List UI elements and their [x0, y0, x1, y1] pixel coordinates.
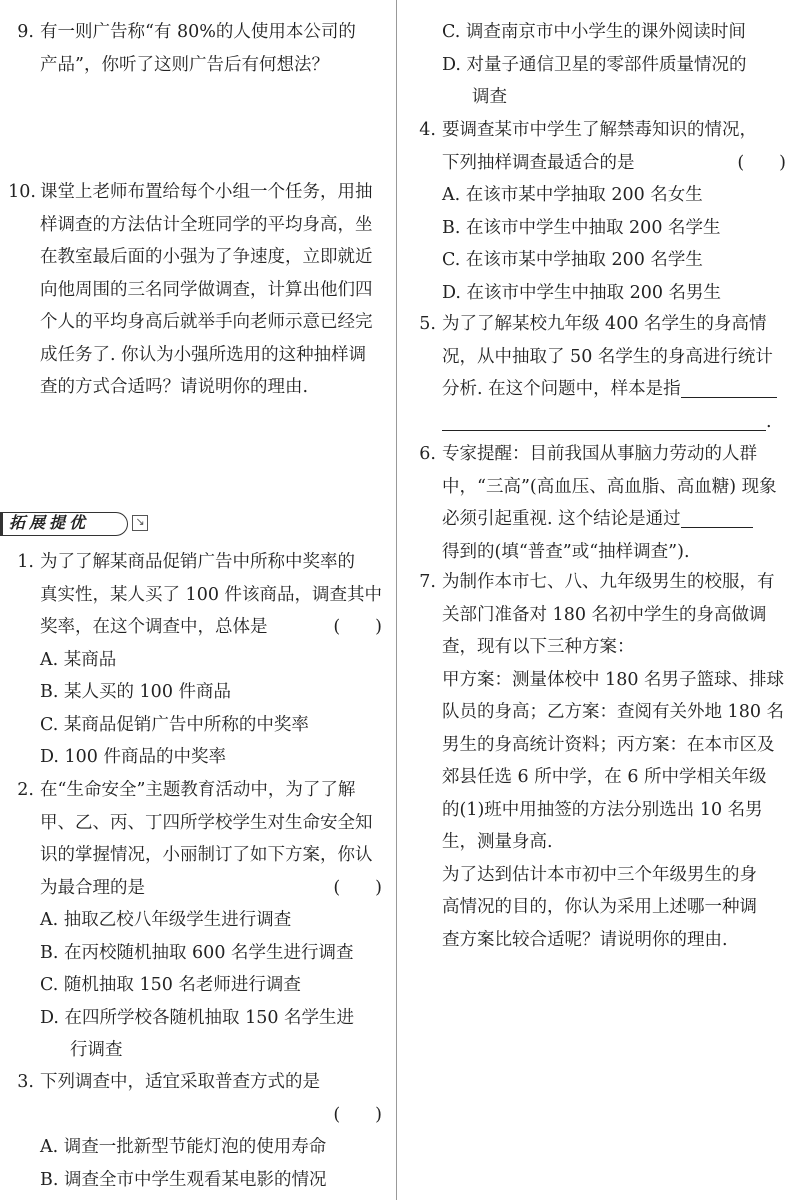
option-a[interactable]: A. 调查一批新型节能灯泡的使用寿命: [40, 1137, 327, 1157]
exercise-7: [412, 566, 790, 956]
exercise-1: [0, 546, 390, 774]
question-text: 关部门准备对 180 名初中学生的身高做调: [442, 604, 767, 625]
question-text: 在教室最后面的小强为了争速度，立即就近: [40, 247, 373, 267]
option-a[interactable]: A. 在该市某中学抽取 200 名女生: [442, 185, 703, 205]
option-c[interactable]: C. 调查南京市中小学生的课外阅读时间: [442, 22, 746, 42]
question-text: 下列调查中，适宜采取普查方式的是: [40, 1072, 320, 1092]
question-text: 真实性，某人买了 100 件该商品，调查其中: [40, 584, 383, 605]
question-number: 6.: [419, 444, 436, 464]
question-number: 1.: [17, 552, 34, 572]
question-number: 5.: [419, 314, 436, 334]
section-title-banner: 拓展提优: [0, 512, 128, 536]
option-d-continued: 调查: [472, 87, 507, 107]
question-text: 况，从中抽取了 50 名学生的身高进行统计: [442, 346, 773, 367]
question-text: 为了了解某商品促销广告中所称中奖率的: [40, 552, 355, 572]
option-b[interactable]: B. 在丙校随机抽取 600 名学生进行调查: [40, 942, 354, 963]
question-text: 甲、乙、丙、丁四所学校学生对生命安全知: [40, 812, 373, 833]
option-d[interactable]: D. 在该市中学生中抽取 200 名男生: [442, 282, 722, 303]
answer-bracket[interactable]: ( ): [333, 617, 382, 637]
question-text: 的(1)班中用抽签的方法分别选出 10 名男: [442, 799, 763, 820]
question-text: 有一则广告称“有 80%的人使用本公司的: [40, 22, 356, 42]
question-number: 4.: [419, 120, 436, 140]
answer-blank[interactable]: [681, 507, 753, 528]
option-c[interactable]: C. 某商品促销广告中所称的中奖率: [40, 714, 309, 735]
question-text: 高情况的目的，你认为采用上述哪一种调: [442, 897, 757, 917]
option-a[interactable]: A. 抽取乙校八年级学生进行调查: [40, 910, 292, 930]
option-c[interactable]: C. 随机抽取 150 名老师进行调查: [40, 975, 301, 995]
question-number: 3.: [17, 1072, 34, 1092]
question-text: 识的掌握情况，小丽制订了如下方案，你认: [40, 845, 373, 865]
question-number: 7.: [419, 572, 436, 592]
question-text: 个人的平均身高后就举手向老师示意已经完: [40, 312, 373, 332]
answer-bracket[interactable]: ( ): [737, 152, 786, 173]
option-a[interactable]: A. 某商品: [40, 649, 117, 670]
question-number: 10.: [8, 182, 36, 202]
option-b[interactable]: B. 调查全市中学生观看某电影的情况: [40, 1169, 327, 1190]
question-text: 在“生命安全”主题教育活动中，为了了解: [40, 780, 356, 800]
column-divider: [396, 0, 397, 1200]
question-text: 必须引起重视. 这个结论是通过: [442, 509, 681, 529]
question-text: 要调查某市中学生了解禁毒知识的情况，: [442, 120, 757, 140]
answer-blank[interactable]: [681, 377, 777, 398]
question-text: 向他周围的三名同学做调查，计算出他们四: [40, 279, 373, 300]
question-text: 为最合理的是: [40, 877, 145, 898]
answer-blank[interactable]: [442, 410, 766, 431]
question-text: 为了达到估计本市初中三个年级男生的身: [442, 864, 757, 885]
option-b[interactable]: B. 在该市中学生中抽取 200 名学生: [442, 217, 721, 238]
question-number: 2.: [17, 780, 34, 800]
option-d[interactable]: D. 对量子通信卫星的零部件质量情况的: [442, 54, 747, 75]
exercise-5: [412, 308, 790, 438]
question-text: 为制作本市七、八、九年级男生的校服，有: [442, 572, 775, 592]
option-d-continued: 行调查: [70, 1040, 123, 1060]
exercise-3-continued: [412, 16, 790, 114]
answer-bracket[interactable]: ( ): [333, 877, 382, 898]
question-text: 为了了解某校九年级 400 名学生的身高情: [442, 314, 767, 334]
exercise-3: [0, 1066, 390, 1196]
exercise-2: [0, 774, 390, 1067]
option-d[interactable]: D. 在四所学校各随机抽取 150 名学生进: [40, 1007, 355, 1028]
question-9: [0, 16, 390, 81]
arrow-icon: ↘: [132, 515, 148, 531]
question-text: 得到的(填“普查”或“抽样调查”).: [442, 541, 690, 562]
question-text: 专家提醒：目前我国从事脑力劳动的人群: [442, 444, 757, 464]
question-text: 奖率，在这个调查中，总体是: [40, 617, 268, 637]
period: .: [766, 411, 772, 432]
question-number: 9.: [17, 22, 34, 42]
option-d[interactable]: D. 100 件商品的中奖率: [40, 747, 226, 767]
question-text: 中，“三高”(高血压、高血脂、高血糖) 现象: [442, 476, 777, 497]
question-text: 郊县任选 6 所中学，在 6 所中学相关年级: [442, 767, 767, 787]
exercise-6: [412, 438, 790, 568]
question-text: 样调查的方法估计全班同学的平均身高，坐: [40, 214, 373, 235]
question-text: 课堂上老师布置给每个小组一个任务，用抽: [40, 182, 373, 202]
question-text: 成任务了. 你认为小强所选用的这种抽样调: [40, 344, 367, 365]
question-text: 分析. 在这个问题中，样本是指: [442, 379, 681, 399]
question-text: 下列抽样调查最适合的是: [442, 152, 635, 173]
option-b[interactable]: B. 某人买的 100 件商品: [40, 682, 232, 702]
question-text: 队员的身高；乙方案：查阅有关外地 180 名: [442, 702, 785, 722]
question-text: 男生的身高统计资料；丙方案：在本市区及: [442, 734, 775, 755]
question-text: 甲方案：测量体校中 180 名男子篮球、排球: [442, 669, 785, 690]
question-10: [0, 176, 390, 404]
exercise-4: [412, 114, 790, 309]
question-text: 查，现有以下三种方案：: [442, 637, 635, 657]
question-text: 生，测量身高.: [442, 832, 553, 852]
question-text: 查方案比较合适呢？请说明你的理由.: [442, 929, 728, 950]
question-text: 产品”，你听了这则广告后有何想法？: [40, 54, 329, 75]
answer-bracket[interactable]: ( ): [333, 1104, 382, 1125]
question-text: 查的方式合适吗？请说明你的理由.: [40, 377, 309, 397]
option-c[interactable]: C. 在该市某中学抽取 200 名学生: [442, 250, 703, 270]
